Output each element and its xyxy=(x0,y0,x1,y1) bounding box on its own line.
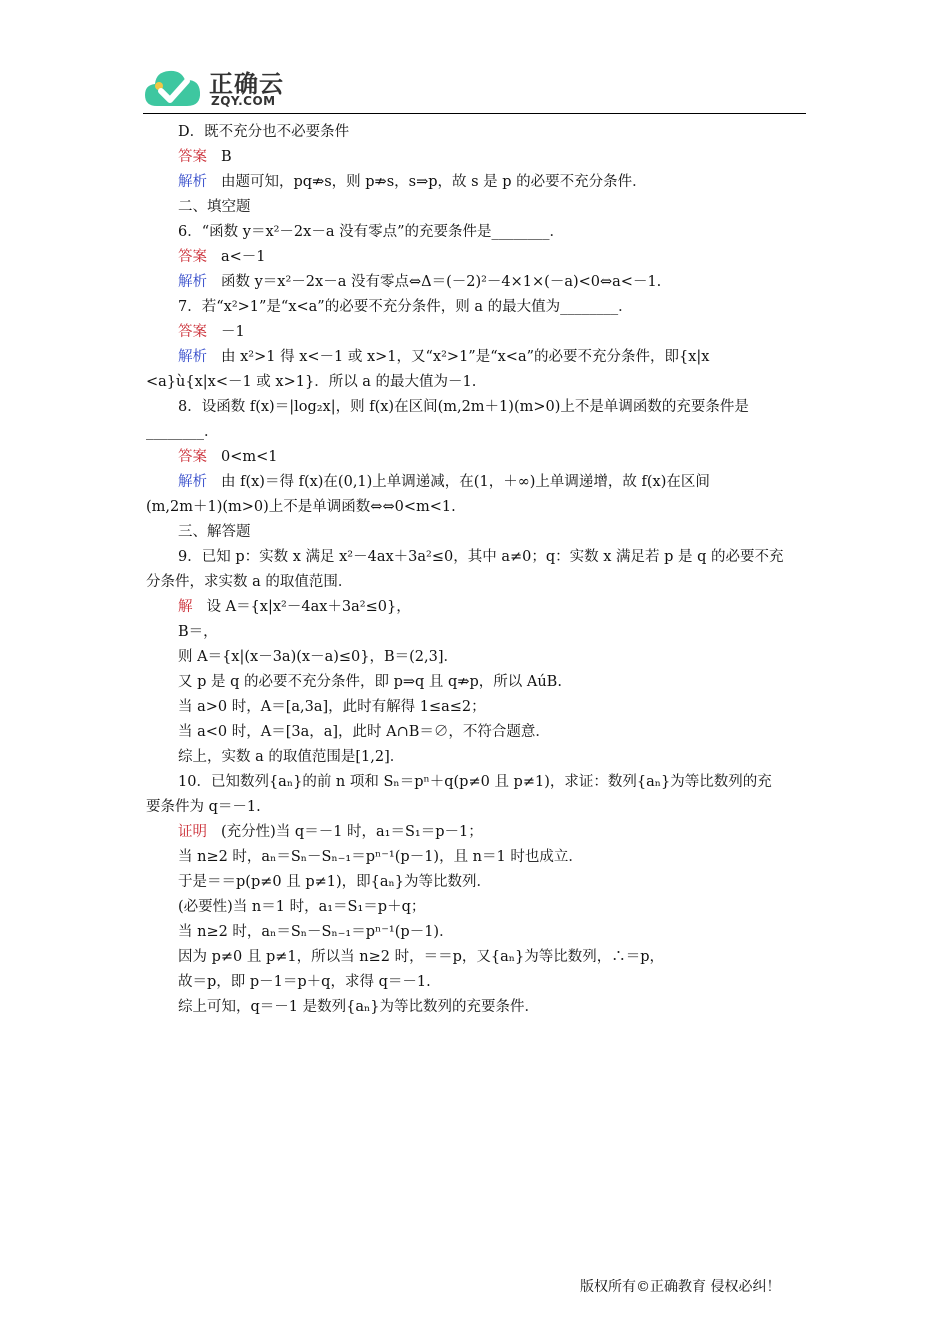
line-text: B xyxy=(221,149,232,165)
line-text: 9．已知 p：实数 x 满足 x²－4ax＋3a²≤0，其中 a≠0；q：实数 x 满足若 p 是 q 的必要不充 xyxy=(178,549,784,565)
text-line xyxy=(146,445,810,470)
text-line xyxy=(146,520,810,545)
document-body xyxy=(146,120,810,1020)
text-line xyxy=(146,695,810,720)
text-line xyxy=(146,595,810,620)
line-text: a<－1 xyxy=(221,249,266,265)
line-text: 则 A＝{x|(x－3a)(x－a)≤0}，B＝(2,3]． xyxy=(178,649,458,665)
line-text: 由 x²>1 得 x<－1 或 x>1，又“x²>1”是“x<a”的必要不充分条件，即{x|x xyxy=(221,349,710,365)
text-line xyxy=(146,220,810,245)
answer-label: 解析 xyxy=(178,474,207,490)
line-text: 0<m<1 xyxy=(221,449,278,465)
line-text: 于是＝＝p(p≠0 且 p≠1)，即{aₙ}为等比数列． xyxy=(178,874,491,890)
brand-domain: ZQY.COM xyxy=(211,94,276,108)
text-line xyxy=(146,745,810,770)
answer-label: 解析 xyxy=(178,349,207,365)
header-rule xyxy=(143,113,806,114)
text-line xyxy=(146,345,810,370)
text-line xyxy=(146,945,810,970)
answer-label: 答案 xyxy=(178,249,207,265)
line-text: 又 p 是 q 的必要不充分条件，即 p⇒q 且 q⇏p，所以 AúB. xyxy=(178,674,562,690)
answer-label: 解 xyxy=(178,599,193,615)
text-line xyxy=(146,195,810,220)
text-line xyxy=(146,545,810,570)
text-line xyxy=(146,245,810,270)
line-text: 三、解答题 xyxy=(178,524,251,540)
text-line xyxy=(146,795,810,820)
brand-name: 正确云 xyxy=(209,70,284,98)
line-text: <a}ù{x|x<－1 或 x>1}．所以 a 的最大值为－1. xyxy=(146,374,477,390)
text-line xyxy=(146,170,810,195)
text-line xyxy=(146,870,810,895)
answer-label: 解析 xyxy=(178,174,207,190)
text-line xyxy=(146,995,810,1020)
answer-label: 证明 xyxy=(178,824,207,840)
line-text: D．既不充分也不必要条件 xyxy=(178,124,350,140)
text-line xyxy=(146,845,810,870)
text-line xyxy=(146,470,810,495)
line-text: 10．已知数列{aₙ}的前 n 项和 Sₙ＝pⁿ＋q(p≠0 且 p≠1)，求证：数列{aₙ}为等比数列的充 xyxy=(178,774,772,790)
line-text: 当 a<0 时，A＝[3a，a]，此时 A∩B＝∅，不符合题意． xyxy=(178,724,550,740)
page-header xyxy=(143,62,807,114)
line-text: 当 n≥2 时，aₙ＝Sₙ－Sₙ₋₁＝pⁿ⁻¹(p－1)，且 n＝1 时也成立． xyxy=(178,849,583,865)
text-line xyxy=(146,370,810,395)
line-text: 8．设函数 f(x)＝|log₂x|，则 f(x)在区间(m,2m＋1)(m>0)上不是单调函数的充要条件是 xyxy=(178,399,749,415)
text-line xyxy=(146,620,810,645)
answer-label: 答案 xyxy=(178,449,207,465)
text-line xyxy=(146,420,810,445)
line-text: (充分性)当 q＝－1 时，a₁＝S₁＝p－1； xyxy=(221,824,483,840)
line-text: 设 A＝{x|x²－4ax＋3a²≤0}， xyxy=(206,599,411,615)
line-text: －1 xyxy=(221,324,245,340)
line-text: 由 f(x)＝得 f(x)在(0,1)上单调递减，在(1，＋∞)上单调递增，故 f(x)在区间 xyxy=(221,474,710,490)
line-text: 由题可知，pq⇏s，则 p⇏s，s⇒p，故 s 是 p 的必要不充分条件． xyxy=(221,174,647,190)
line-text: 故＝p，即 p－1＝p＋q，求得 q＝－1. xyxy=(178,974,431,990)
line-text: 因为 p≠0 且 p≠1，所以当 n≥2 时，＝＝p，又{aₙ}为等比数列，∴＝p， xyxy=(178,949,665,965)
line-text: 6．“函数 y＝x²－2x－a 没有零点”的充要条件是________． xyxy=(178,224,564,240)
line-text: ________． xyxy=(146,424,219,440)
line-text: 二、填空题 xyxy=(178,199,251,215)
line-text: 7．若“x²>1”是“x<a”的必要不充分条件，则 a 的最大值为________． xyxy=(178,299,633,315)
line-text: 综上，实数 a 的取值范围是[1,2]． xyxy=(178,749,405,765)
line-text: 分条件，求实数 a 的取值范围． xyxy=(146,574,353,590)
text-line xyxy=(146,670,810,695)
text-line xyxy=(146,970,810,995)
text-line xyxy=(146,645,810,670)
line-text: B＝， xyxy=(178,624,218,640)
line-text: 当 n≥2 时，aₙ＝Sₙ－Sₙ₋₁＝pⁿ⁻¹(p－1)． xyxy=(178,924,454,940)
text-line xyxy=(146,570,810,595)
text-line xyxy=(146,820,810,845)
text-line xyxy=(146,120,810,145)
text-line xyxy=(146,295,810,320)
text-line xyxy=(146,920,810,945)
answer-label: 答案 xyxy=(178,324,207,340)
text-line xyxy=(146,720,810,745)
text-line xyxy=(146,145,810,170)
text-line xyxy=(146,495,810,520)
text-line xyxy=(146,395,810,420)
text-line xyxy=(146,770,810,795)
text-line xyxy=(146,895,810,920)
text-line xyxy=(146,320,810,345)
cloud-check-logo-icon xyxy=(143,66,203,110)
line-text: 当 a>0 时，A＝[a,3a]，此时有解得 1≤a≤2； xyxy=(178,699,486,715)
copyright-footer: 版权所有©正确教育 侵权必纠！ xyxy=(580,1279,781,1295)
line-text: 要条件为 q＝－1. xyxy=(146,799,261,815)
line-text: (m,2m＋1)(m>0)上不是单调函数⇔⇔0<m<1. xyxy=(146,499,456,515)
answer-label: 答案 xyxy=(178,149,207,165)
text-line xyxy=(146,270,810,295)
line-text: (必要性)当 n＝1 时，a₁＝S₁＝p＋q； xyxy=(178,899,426,915)
answer-label: 解析 xyxy=(178,274,207,290)
line-text: 函数 y＝x²－2x－a 没有零点⇔Δ＝(－2)²－4×1×(－a)<0⇔a<－1. xyxy=(221,274,662,290)
line-text: 综上可知，q＝－1 是数列{aₙ}为等比数列的充要条件． xyxy=(178,999,539,1015)
